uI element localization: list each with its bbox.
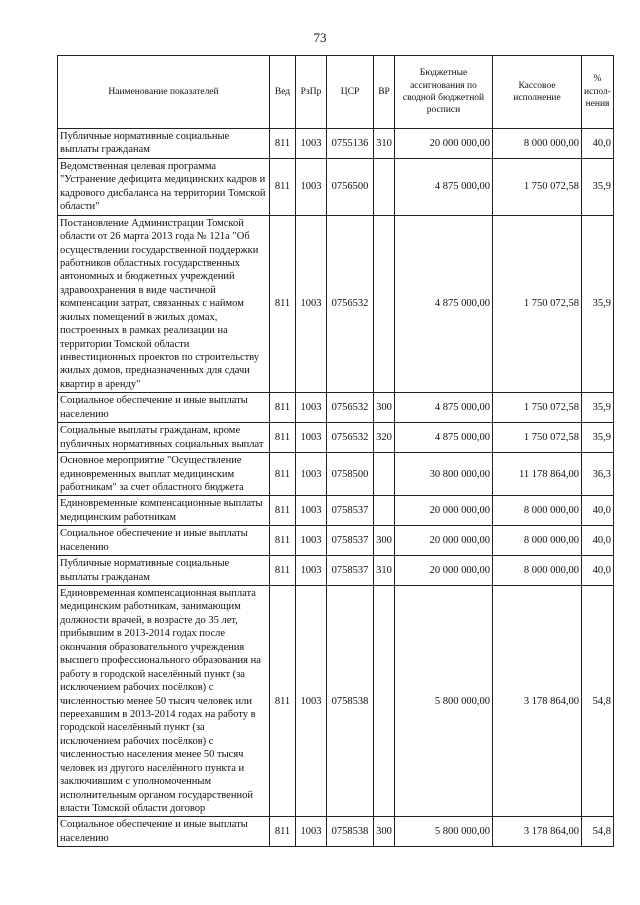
row-percent: 35,9 <box>582 423 614 453</box>
row-cash: 8 000 000,00 <box>493 496 582 526</box>
row-rzpr: 1003 <box>296 215 327 393</box>
row-vr: 320 <box>374 423 395 453</box>
row-rzpr: 1003 <box>296 556 327 586</box>
row-budget: 20 000 000,00 <box>395 129 493 159</box>
row-vr: 310 <box>374 556 395 586</box>
table-row <box>58 423 614 453</box>
row-percent: 40,0 <box>582 129 614 159</box>
table-row <box>58 393 614 423</box>
row-name: Публичные нормативные социальные выплаты гражданам <box>58 129 270 159</box>
row-ved: 811 <box>270 556 296 586</box>
row-percent: 35,9 <box>582 393 614 423</box>
table-row <box>58 817 614 847</box>
row-name: Единовременная компенсационная выплата медицинским работникам, занимающим должности врачей, в возрасте до 35 лет, прибывшим в 2013-2014 годах после окончания образовательного учреждения высшего профессионального образования на работу в городской населённый пункт (за исключением рабочих посёлков) с численностью менее 50 тысяч человек или переехавшим в 2013-2014 годах на работу в городской населённый пункт (за исключением рабочих посёлков) с численностью населения менее 50 тысяч человек из другого населённого пункта и заключившим с уполномоченным исполнительным органом государственной власти Томской области договор <box>58 586 270 817</box>
row-ved: 811 <box>270 423 296 453</box>
budget-execution-table <box>57 55 614 847</box>
table-row <box>58 496 614 526</box>
row-percent: 40,0 <box>582 496 614 526</box>
header-name: Наименование показателей <box>58 56 270 129</box>
row-name: Социальное обеспечение и иные выплаты населению <box>58 393 270 423</box>
row-cash: 8 000 000,00 <box>493 556 582 586</box>
row-rzpr: 1003 <box>296 423 327 453</box>
table-row <box>58 215 614 393</box>
row-cash: 8 000 000,00 <box>493 526 582 556</box>
row-budget: 20 000 000,00 <box>395 526 493 556</box>
header-percent: % испол-нения <box>582 56 614 129</box>
row-percent: 36,3 <box>582 453 614 496</box>
row-csr: 0758537 <box>327 496 374 526</box>
table-row <box>58 453 614 496</box>
row-ved: 811 <box>270 393 296 423</box>
header-budget: Бюджетные ассигнования по сводной бюджетной росписи <box>395 56 493 129</box>
row-budget: 4 875 000,00 <box>395 393 493 423</box>
row-percent: 54,8 <box>582 586 614 817</box>
header-vr: ВР <box>374 56 395 129</box>
row-vr <box>374 215 395 393</box>
row-cash: 1 750 072,58 <box>493 423 582 453</box>
row-csr: 0758538 <box>327 817 374 847</box>
header-csr: ЦСР <box>327 56 374 129</box>
table-row <box>58 158 614 215</box>
row-cash: 3 178 864,00 <box>493 817 582 847</box>
row-vr: 300 <box>374 393 395 423</box>
row-rzpr: 1003 <box>296 129 327 159</box>
row-vr: 310 <box>374 129 395 159</box>
row-csr: 0755136 <box>327 129 374 159</box>
table-row <box>58 129 614 159</box>
row-ved: 811 <box>270 586 296 817</box>
row-percent: 40,0 <box>582 526 614 556</box>
row-budget: 4 875 000,00 <box>395 423 493 453</box>
row-name: Основное мероприятие "Осуществление единовременных выплат медицинским работникам" за счет областного бюджета <box>58 453 270 496</box>
row-name: Социальные выплаты гражданам, кроме публичных нормативных социальных выплат <box>58 423 270 453</box>
row-ved: 811 <box>270 129 296 159</box>
row-ved: 811 <box>270 496 296 526</box>
row-vr <box>374 453 395 496</box>
row-cash: 11 178 864,00 <box>493 453 582 496</box>
row-budget: 5 800 000,00 <box>395 586 493 817</box>
row-ved: 811 <box>270 158 296 215</box>
row-ved: 811 <box>270 526 296 556</box>
row-percent: 40,0 <box>582 556 614 586</box>
row-csr: 0756500 <box>327 158 374 215</box>
row-budget: 5 800 000,00 <box>395 817 493 847</box>
row-rzpr: 1003 <box>296 158 327 215</box>
row-name: Постановление Администрации Томской области от 26 марта 2013 года № 121а "Об осуществлении государственной поддержки работников областных государственных автономных и бюджетных учреждений здравоохранения в виде частичной компенсации затрат, связанных с наймом жилых помещений в жилых домах, построенных в рамках реализации на территории Томской области инвестиционных проектов по строительству жилых домов, предназначенных для сдачи квартир в аренду" <box>58 215 270 393</box>
row-budget: 20 000 000,00 <box>395 496 493 526</box>
row-vr <box>374 158 395 215</box>
row-budget: 30 800 000,00 <box>395 453 493 496</box>
row-budget: 4 875 000,00 <box>395 158 493 215</box>
row-cash: 3 178 864,00 <box>493 586 582 817</box>
row-cash: 8 000 000,00 <box>493 129 582 159</box>
row-budget: 4 875 000,00 <box>395 215 493 393</box>
row-rzpr: 1003 <box>296 586 327 817</box>
row-ved: 811 <box>270 453 296 496</box>
row-csr: 0758500 <box>327 453 374 496</box>
row-ved: 811 <box>270 817 296 847</box>
row-csr: 0758538 <box>327 586 374 817</box>
row-rzpr: 1003 <box>296 817 327 847</box>
row-percent: 35,9 <box>582 158 614 215</box>
row-percent: 35,9 <box>582 215 614 393</box>
row-vr <box>374 586 395 817</box>
table-row <box>58 556 614 586</box>
row-rzpr: 1003 <box>296 526 327 556</box>
row-csr: 0756532 <box>327 423 374 453</box>
header-cash: Кассовое исполнение <box>493 56 582 129</box>
row-percent: 54,8 <box>582 817 614 847</box>
row-name: Публичные нормативные социальные выплаты гражданам <box>58 556 270 586</box>
row-vr: 300 <box>374 817 395 847</box>
row-cash: 1 750 072,58 <box>493 393 582 423</box>
row-budget: 20 000 000,00 <box>395 556 493 586</box>
row-csr: 0758537 <box>327 526 374 556</box>
row-name: Ведомственная целевая программа "Устранение дефицита медицинских кадров и кадрового дисбаланса на территории Томской области" <box>58 158 270 215</box>
row-rzpr: 1003 <box>296 393 327 423</box>
page-number: 73 <box>313 30 327 45</box>
row-csr: 0756532 <box>327 215 374 393</box>
row-cash: 1 750 072,58 <box>493 215 582 393</box>
row-name: Социальное обеспечение и иные выплаты населению <box>58 817 270 847</box>
table-row <box>58 526 614 556</box>
row-name: Социальное обеспечение и иные выплаты населению <box>58 526 270 556</box>
header-row <box>58 56 614 129</box>
row-ved: 811 <box>270 215 296 393</box>
row-rzpr: 1003 <box>296 496 327 526</box>
row-csr: 0758537 <box>327 556 374 586</box>
table-body <box>58 129 614 847</box>
row-vr <box>374 496 395 526</box>
row-vr: 300 <box>374 526 395 556</box>
table-row <box>58 586 614 817</box>
row-rzpr: 1003 <box>296 453 327 496</box>
row-csr: 0756532 <box>327 393 374 423</box>
row-cash: 1 750 072,58 <box>493 158 582 215</box>
row-name: Единовременные компенсационные выплаты медицинским работникам <box>58 496 270 526</box>
header-rzpr: РзПр <box>296 56 327 129</box>
header-ved: Вед <box>270 56 296 129</box>
